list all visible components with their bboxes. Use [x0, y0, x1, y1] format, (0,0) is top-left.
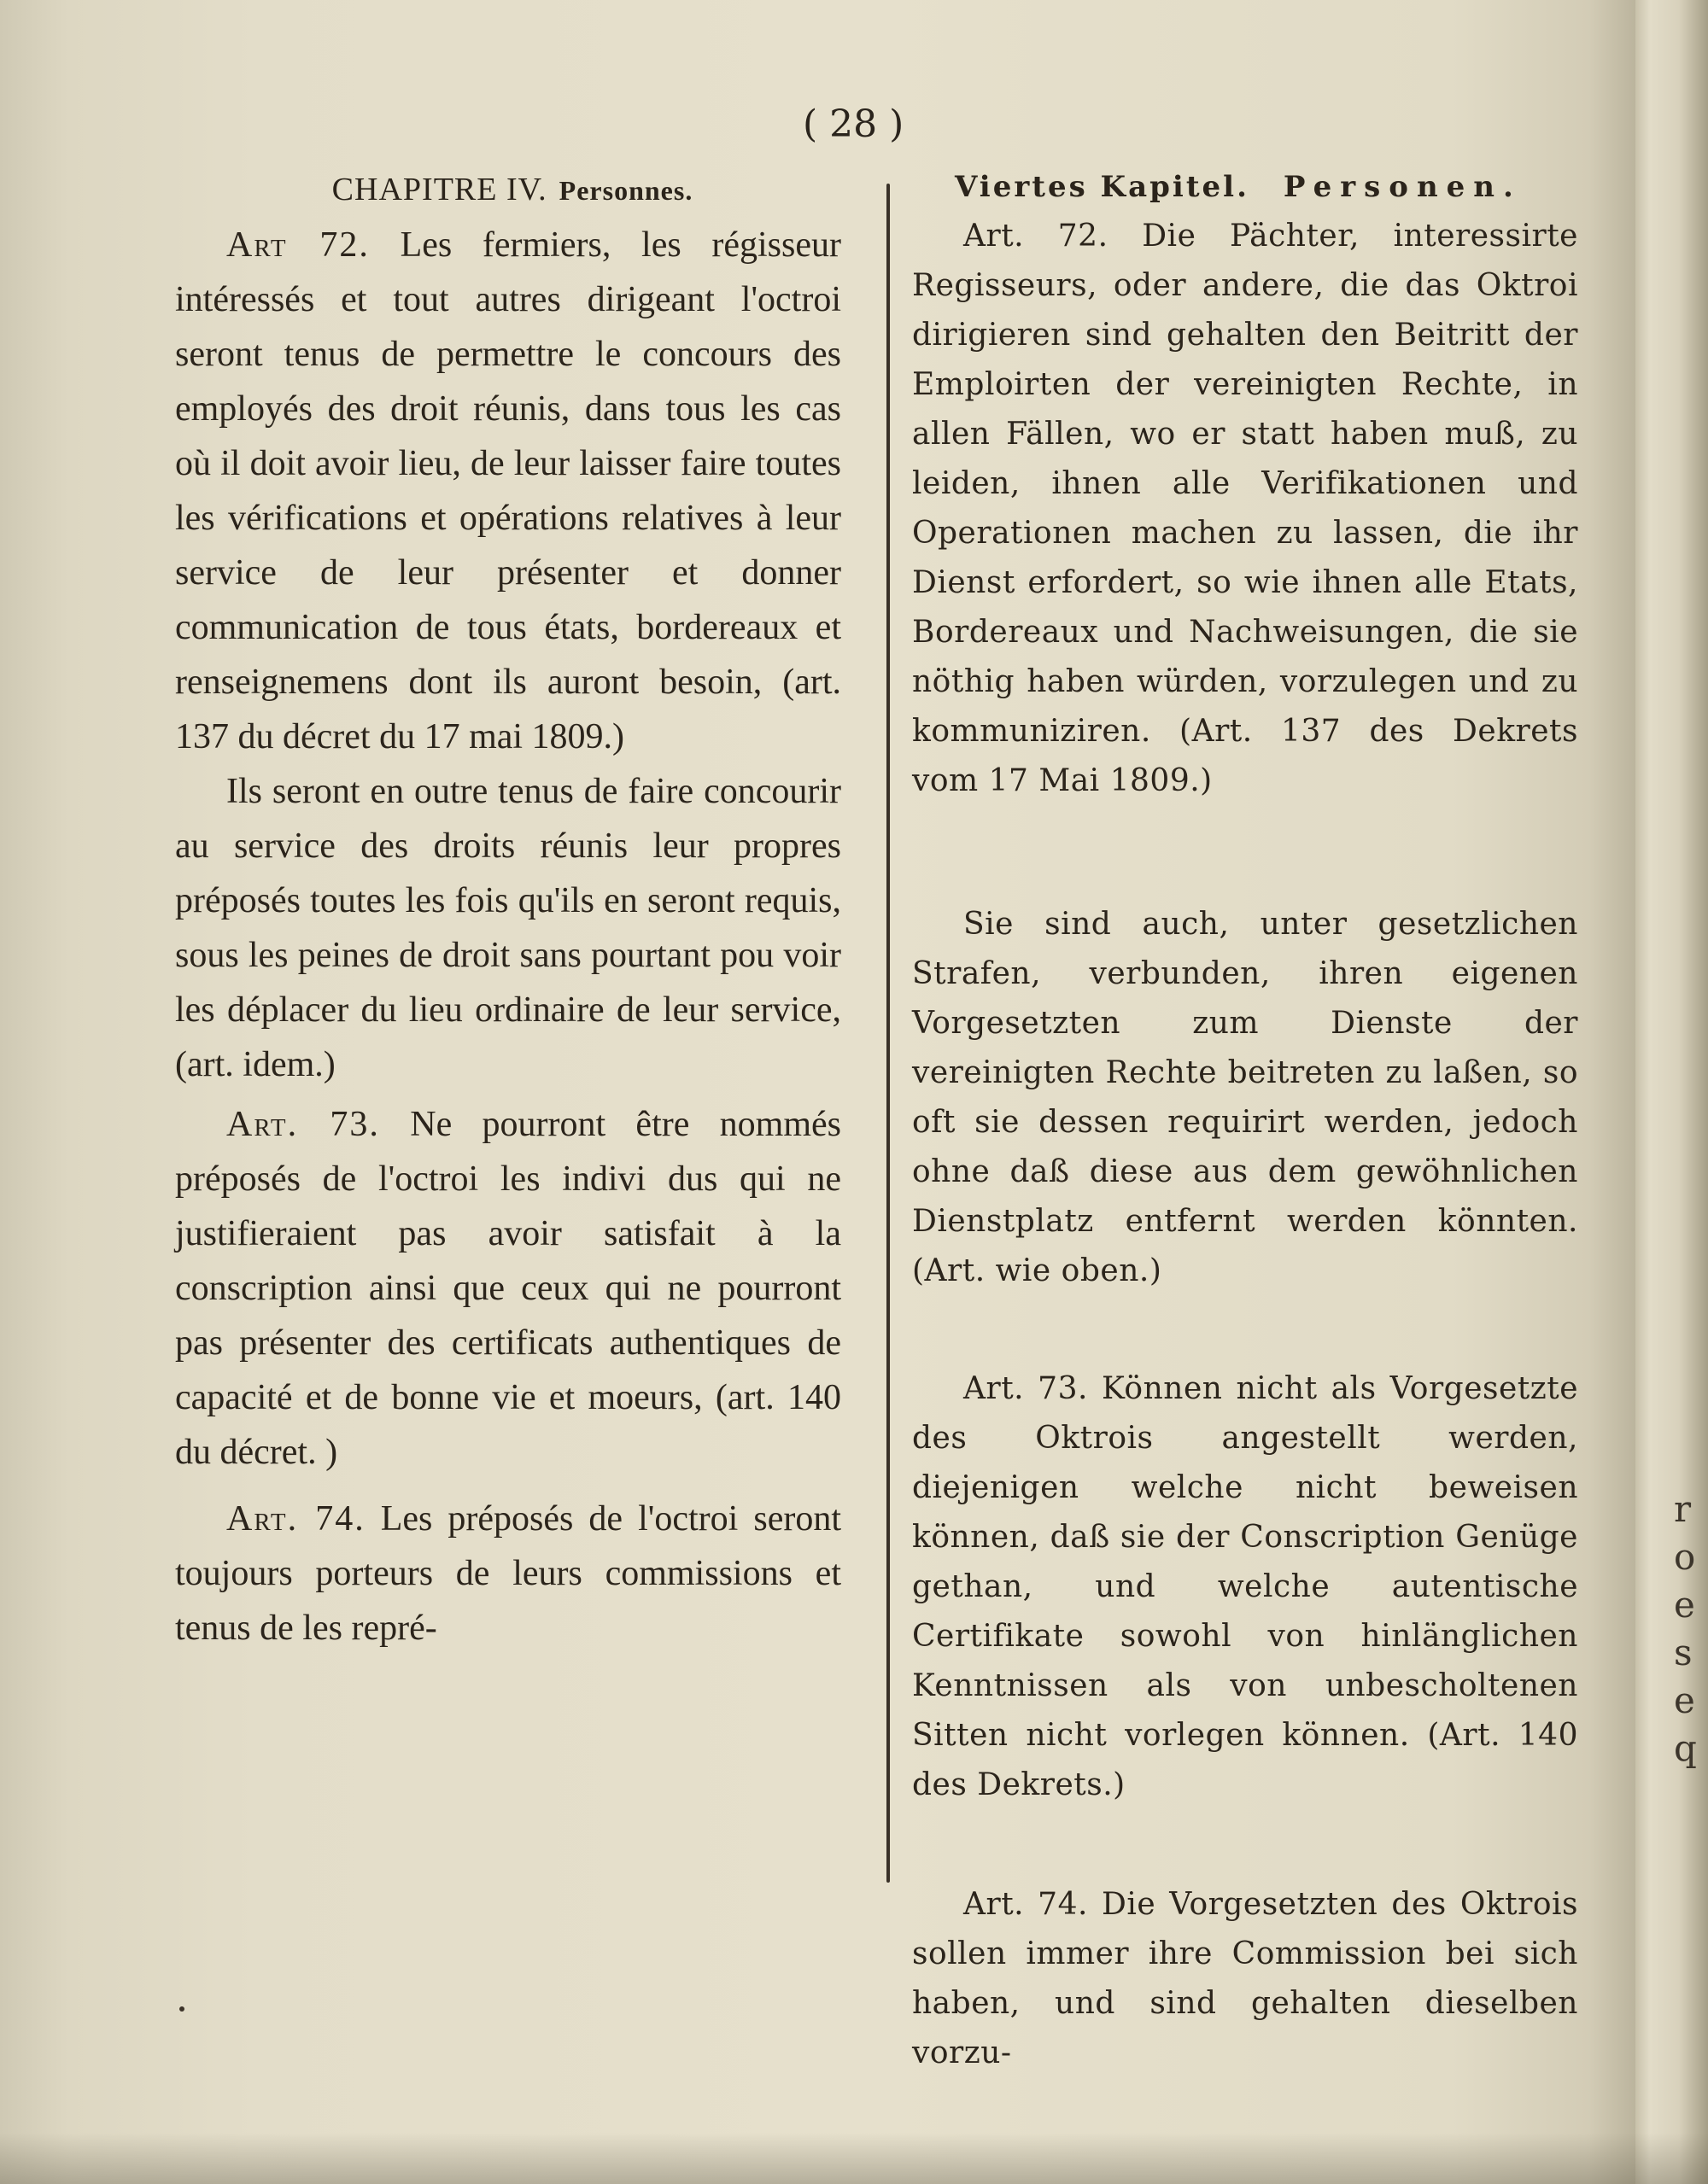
page-number: ( 28 )	[803, 102, 904, 146]
french-art72-label: Art 72.	[226, 225, 370, 265]
german-chapter-subtitle: Personen.	[1283, 170, 1522, 204]
adjacent-page-letters	[1674, 1486, 1708, 1772]
german-art74-text: Die Vorgesetzten des Oktrois sollen immer ihre Commission bei sich haben, und sind gehalten dieselben vorzu-	[912, 1887, 1578, 2070]
column-divider	[886, 184, 890, 1883]
edge-letter: r	[1674, 1488, 1692, 1530]
german-chapter-title: Viertes Kapitel.	[955, 170, 1249, 204]
page-bottom-shadow	[0, 2133, 1708, 2184]
german-art72-text: Die Pächter, interessirte Regisseurs, oder andere, die das Oktroi dirigieren sind gehalten den Beitritt der Emploirten der vereinigten Rechte, in allen Fällen, wo er statt haben muß, zu leiden, ihnen alle Verifikationen und Operationen machen zu lassen, die ihr Dienst erfordert, so wie ihnen alle Etats, Bordereaux und Nachweisungen, die sie nöthig haben würden, vorzulegen und zu kommuniziren. (Art. 137 des Dekrets vom 17 Mai 1809.)	[912, 219, 1578, 798]
french-chapter-heading	[175, 162, 841, 218]
french-article-74	[175, 1492, 841, 1656]
french-art73-label: Art. 73.	[226, 1105, 380, 1144]
german-chapter-heading	[912, 162, 1578, 212]
german-article-73	[912, 1364, 1578, 1810]
german-art73-text: Können nicht als Vorgesetzte des Oktrois angestellt werden, diejenigen welche nicht beweisen können, daß sie der Conscription Genüge gethan, und welche autentische Certifikate sowohl von hinlänglichen Kenntnissen als von unbescholtenen Sitten nicht vorlegen können. (Art. 140 des Dekrets.)	[912, 1371, 1579, 1802]
french-chapter-title: CHAPITRE IV.	[331, 172, 547, 207]
german-article-72-paragraph-2: Sie sind auch, unter gesetzlichen Strafen, verbunden, ihren eigenen Vorgesetzten zum Dienste der vereinigten Rechte beitreten zu laßen, so oft sie dessen requirirt werden, jedoch ohne daß diese aus dem gewöhnlichen Dienstplatz entfernt werden könnten. (Art. wie oben.)	[912, 907, 1578, 1288]
edge-letter: e	[1674, 1679, 1695, 1721]
german-article-74	[912, 1880, 1578, 2078]
edge-letter: o	[1674, 1536, 1696, 1578]
french-art73-text: Ne pourront être nommés préposés de l'octroi les indivi dus qui ne justifieraient pas avoir satisfait à la conscription ainsi que ceux qui ne pourront pas présenter des certificats authentiques de capacité et de bonne vie et moeurs, (art. 140 du décret. )	[175, 1105, 841, 1472]
french-art72-text: Les fermiers, les régisseur intéressés et tout autres dirigeant l'octroi seront tenus de permettre le concours des employés des droit réunis, dans tous les cas où il doit avoir lieu, de leur laisser faire toutes les vérifications et opérations relatives à leur service de leur présenter et donner communication de tous états, bordereaux et renseignemens dont ils auront besoin, (art. 137 du décret du 17 mai 1809.)	[175, 225, 841, 756]
german-art73-label: Art. 73.	[963, 1371, 1088, 1406]
french-article-72-paragraph-2: Ils seront en outre tenus de faire concourir au service des droits réunis leur propres préposés toutes les fois qu'ils en seront requis, sous les peines de droit sans pourtant pou voir les déplacer du lieu ordinaire de leur service, (art. idem.)	[175, 772, 841, 1084]
edge-letter: e	[1674, 1584, 1695, 1626]
french-chapter-subtitle: Personnes.	[559, 175, 693, 206]
german-column	[912, 162, 1578, 2078]
french-art74-label: Art. 74.	[226, 1499, 366, 1539]
adjacent-page-edge	[1635, 0, 1708, 2184]
french-article-73	[175, 1097, 841, 1480]
french-art74-text: Les préposés de l'octroi seront toujours porteurs de leurs commissions et tenus de les repré-	[175, 1499, 842, 1648]
german-article-72	[912, 212, 1578, 806]
german-art74-label: Art. 74.	[963, 1887, 1088, 1922]
french-article-72	[175, 218, 841, 764]
french-column	[175, 162, 841, 1656]
ink-speck	[179, 2006, 184, 2012]
edge-letter: q	[1674, 1727, 1697, 1769]
german-art72-label: Art. 72.	[963, 219, 1108, 254]
edge-letter: s	[1674, 1632, 1693, 1673]
